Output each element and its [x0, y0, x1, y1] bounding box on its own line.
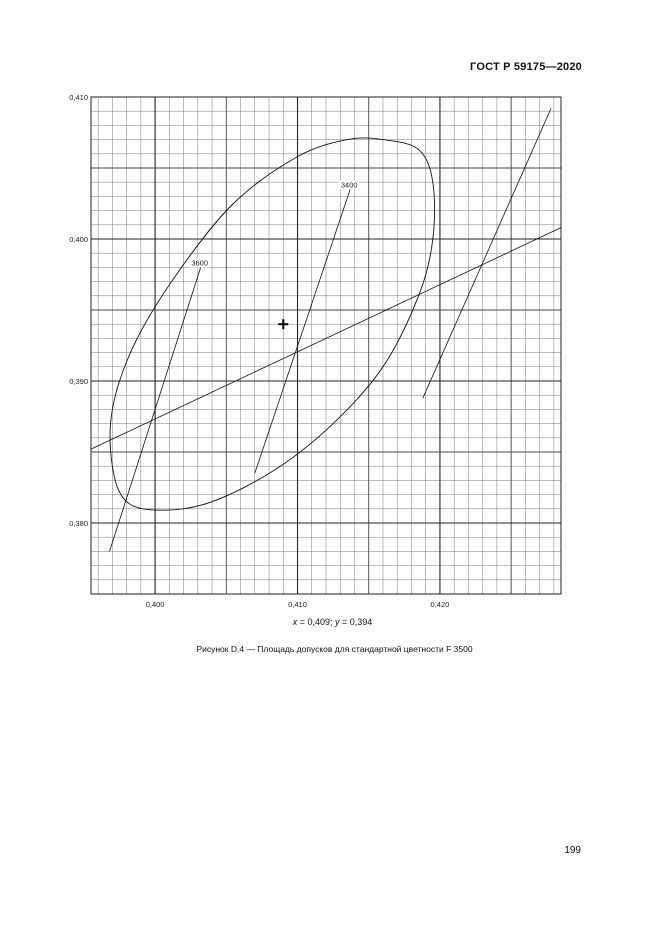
y-symbol: y — [335, 617, 340, 627]
y-tick-labels — [69, 93, 88, 528]
x-tick-labels — [146, 600, 450, 609]
y-tick-label: 0,400 — [69, 235, 88, 244]
y-value: 0,394 — [349, 617, 373, 627]
isotemperature-label: 3400 — [340, 180, 358, 190]
grid-minor — [91, 97, 561, 594]
y-tick-label: 0,390 — [69, 377, 88, 386]
x-tick-label: 0,420 — [430, 600, 450, 609]
isotemperature-lines — [110, 108, 552, 551]
x-symbol: x — [292, 617, 298, 627]
y-tick-label: 0,410 — [69, 93, 88, 102]
x-tick-label: 0,410 — [288, 600, 307, 609]
figure-caption: Рисунок D.4 — Площадь допусков для стандартной цветности F 3500 — [196, 644, 473, 654]
standard-number: ГОСТ Р 59175—2020 — [470, 61, 582, 73]
isotemperature-label: 3600 — [191, 258, 209, 268]
coordinate-readout: x = 0,409; y = 0,394 — [292, 617, 373, 627]
x-tick-label: 0,400 — [145, 600, 165, 609]
x-value: 0,409 — [307, 617, 330, 627]
page-number: 199 — [564, 845, 581, 856]
y-tick-label: 0,380 — [69, 519, 88, 528]
center-point-marker — [278, 319, 288, 329]
